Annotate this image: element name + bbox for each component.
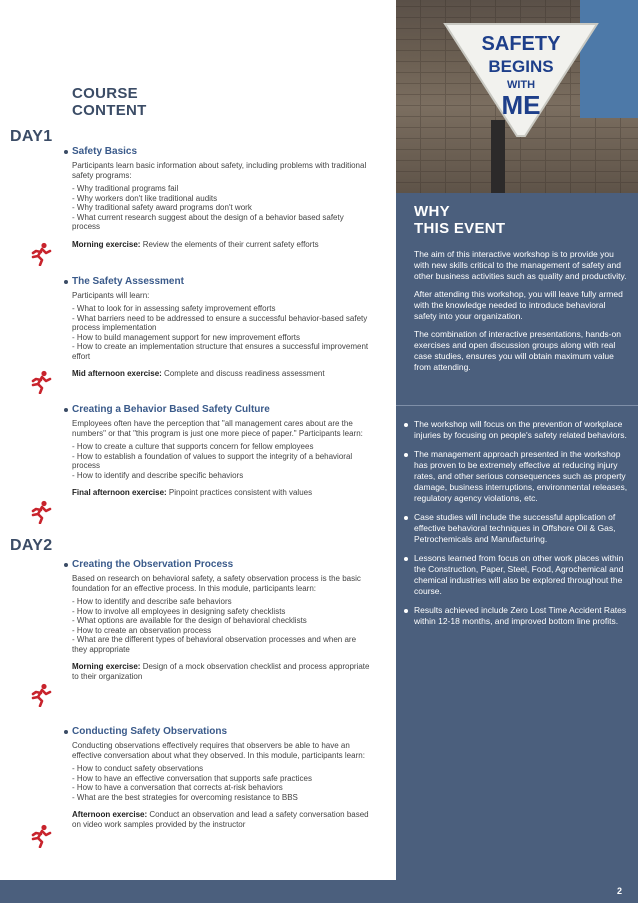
list-item: - How to build management support for new improvement efforts xyxy=(72,332,300,342)
section-intro: Participants learn basic information about safety, including problems with traditional safety programs: xyxy=(72,161,367,180)
bullet-dot-icon xyxy=(64,730,68,734)
page-number: 2 xyxy=(616,886,622,896)
section-safety-basics xyxy=(72,146,372,250)
list-item: - How to create a culture that supports concern for fellow employees xyxy=(72,442,314,451)
safety-sign-photo xyxy=(396,0,638,193)
bullet-dot-icon xyxy=(404,516,408,520)
list-item: - What are the best strategies for overcoming resistance to BBS xyxy=(72,792,298,802)
day1-heading: DAY1 xyxy=(10,128,53,145)
panel-divider xyxy=(396,405,638,406)
why-paragraph: The combination of interactive presentations, hands-on exercises and open discussion groups along with real case studies, ensures you will obtain maximum value from attending. xyxy=(414,329,621,372)
list-item: - Why traditional programs fail xyxy=(72,184,179,193)
why-bullet: Results achieved include Zero Lost Time Accident Rates within 12-18 months, and improved bottom line profits. xyxy=(414,605,630,627)
section-list xyxy=(72,764,372,802)
page-footer xyxy=(0,880,638,903)
bullet-dot-icon xyxy=(404,453,408,457)
running-person-icon xyxy=(30,500,52,524)
safety-sign-icon xyxy=(441,20,601,140)
why-bullet: Lessons learned from focus on other work places within the Construction, Paper, Steel, Food, Agrochemical and chemical industries will also be explored throughout the course. xyxy=(414,553,630,597)
why-paragraphs xyxy=(414,249,630,380)
list-item: - What options are available for the design of behavioral checklists xyxy=(72,616,307,625)
why-bullet: The workshop will focus on the prevention of workplace injuries by focusing on people's safety related behaviors. xyxy=(414,419,630,441)
list-item: - Why traditional safety award programs don't work xyxy=(72,203,252,212)
why-bullet: Case studies will include the successful application of effective behavioral techniques in Offshore Oil & Gas, Petrochemicals and Manufacturing. xyxy=(414,512,630,545)
section-behavior-culture xyxy=(72,404,372,498)
bullet-dot-icon xyxy=(64,563,68,567)
list-item: - How to have a conversation that corrects at-risk behaviors xyxy=(72,783,283,792)
section-intro: Employees often have the perception that "all management cares about are the numbers" or that "this program is just one more piece of paper." Participants learn: xyxy=(72,419,363,438)
bullet-dot-icon xyxy=(404,609,408,613)
section-title: The Safety Assessment xyxy=(72,276,372,288)
exercise-note: Final afternoon exercise: Pinpoint practices consistent with values xyxy=(72,488,313,497)
list-item: - How to identify and describe safe behaviors xyxy=(72,597,232,606)
why-bullet-list xyxy=(414,419,630,635)
section-list xyxy=(72,184,372,232)
why-this-event-panel xyxy=(396,193,638,880)
list-item: - Why workers don't like traditional audits xyxy=(72,193,218,203)
why-bullet: The management approach presented in the workshop has proven to be extremely effective at reducing injury rates, and other serious consequences such as property damage, business interruptions, environmental releases, regulatory agency violations, etc. xyxy=(414,449,630,504)
list-item: - How to have an effective conversation that supports safe practices xyxy=(72,773,312,783)
exercise-note: Mid afternoon exercise: Complete and discuss readiness assessment xyxy=(72,369,325,378)
section-conducting-observations xyxy=(72,726,372,830)
list-item: - What current research suggest about the design of a behavior based safety process xyxy=(72,212,344,231)
sign-line3: WITH xyxy=(506,79,536,91)
running-person-icon xyxy=(30,824,52,848)
section-safety-assessment xyxy=(72,276,372,379)
sign-line4: ME xyxy=(501,90,541,120)
list-item: - What to look for in assessing safety improvement efforts xyxy=(72,304,276,313)
section-observation-process xyxy=(72,559,372,682)
list-item: - How to conduct safety observations xyxy=(72,764,204,773)
list-item: - How to identify and describe specific behaviors xyxy=(72,470,244,480)
exercise-note: Afternoon exercise: Conduct an observation and lead a safety conversation based on video work samples provided by the instructor xyxy=(72,810,369,829)
why-heading: WHY THIS EVENT xyxy=(414,203,506,237)
section-intro: Conducting observations effectively requires that observers be able to have an effective conversation about what they observed. In this module, participants learn: xyxy=(72,741,365,760)
list-item: - How to create an implementation structure that ensures a successful improvement effort xyxy=(72,342,369,361)
why-paragraph: The aim of this interactive workshop is to provide you with new skills critical to the management of safety and other business activities such as quality and productivity. xyxy=(414,249,627,281)
bullet-dot-icon xyxy=(64,150,68,154)
list-item: - How to establish a foundation of values to support the integrity of a behavioral process xyxy=(72,451,353,470)
list-item: - How to involve all employees in designing safety checklists xyxy=(72,606,286,616)
section-title: Creating a Behavior Based Safety Culture xyxy=(72,404,372,416)
section-list xyxy=(72,597,372,654)
bullet-dot-icon xyxy=(404,423,408,427)
exercise-note: Morning exercise: Design of a mock observation checklist and process appropriate to their organization xyxy=(72,662,370,681)
list-item: - What barriers need to be addressed to ensure a successful behavior-based safety process implementation xyxy=(72,313,368,332)
course-heading-line1: COURSE xyxy=(72,85,138,102)
running-person-icon xyxy=(30,370,52,394)
sign-line1: SAFETY xyxy=(481,33,561,55)
bullet-dot-icon xyxy=(64,408,68,412)
section-title: Safety Basics xyxy=(72,146,372,158)
list-item: - What are the different types of behavioral observation processes and when are they appropriate xyxy=(72,635,357,654)
section-intro: Based on research on behavioral safety, a safety observation process is the basic foundation for an effective process. In this module, participants learn: xyxy=(72,574,361,593)
bullet-dot-icon xyxy=(64,280,68,284)
exercise-note: Morning exercise: Review the elements of their current safety efforts xyxy=(72,239,319,249)
section-title: Conducting Safety Observations xyxy=(72,726,372,738)
sign-line2: BEGINS xyxy=(488,57,554,76)
running-person-icon xyxy=(30,242,52,266)
section-list xyxy=(72,304,372,361)
section-title: Creating the Observation Process xyxy=(72,559,372,571)
section-intro: Participants will learn: xyxy=(72,291,150,300)
course-content-heading xyxy=(72,85,147,119)
bullet-dot-icon xyxy=(404,557,408,561)
section-list xyxy=(72,442,372,480)
why-paragraph: After attending this workshop, you will leave fully armed with the knowledge needed to introduce behavioral safety into your organization. xyxy=(414,289,623,321)
list-item: - How to create an observation process xyxy=(72,625,212,635)
day2-heading: DAY2 xyxy=(10,537,53,554)
running-person-icon xyxy=(30,683,52,707)
course-heading-line2: CONTENT xyxy=(72,102,147,119)
